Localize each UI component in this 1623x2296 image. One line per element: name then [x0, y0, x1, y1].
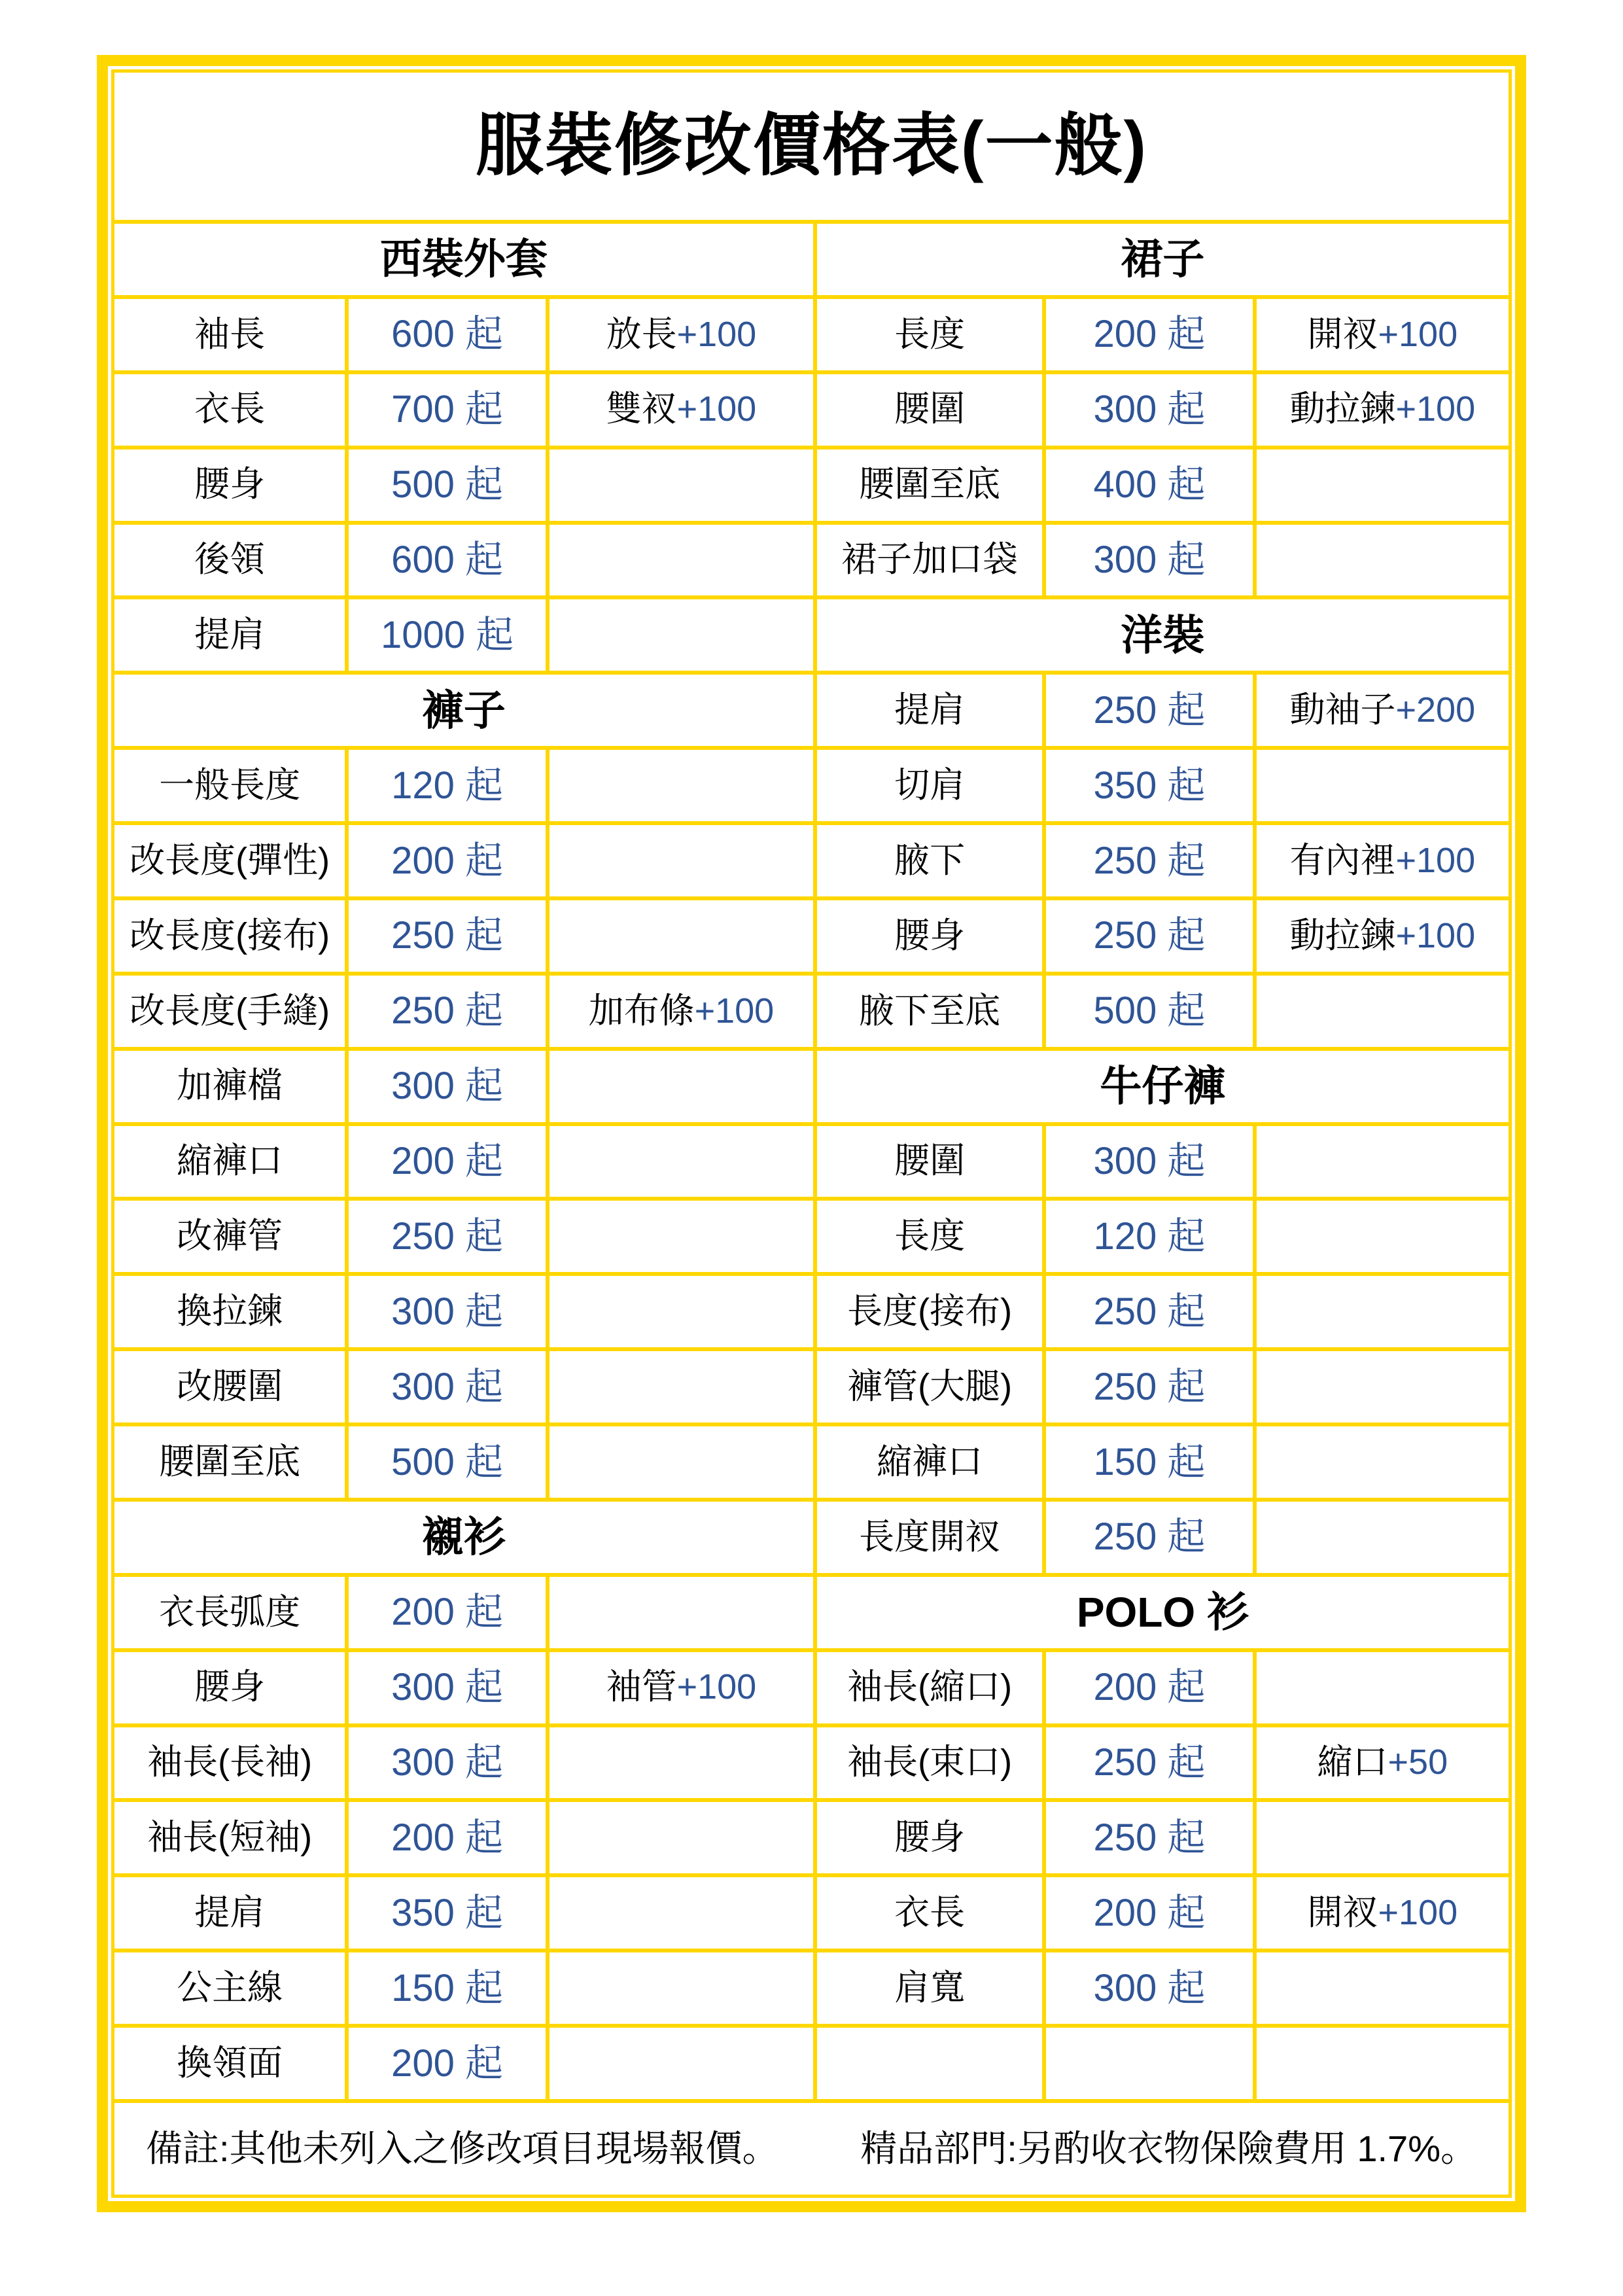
- price-cell: 250 起: [1046, 1351, 1252, 1422]
- note-cell: [550, 976, 813, 1047]
- item-cell: 提肩: [114, 1877, 345, 1949]
- note-text: 開衩: [1307, 1893, 1378, 1933]
- note-cell: [550, 1802, 813, 1873]
- footer-note-right: 精品部門:另酌收衣物保險費用 1.7%。: [860, 2128, 1477, 2170]
- price-cell: 200 起: [1046, 1652, 1252, 1723]
- note-cell: [1257, 825, 1509, 896]
- item-cell: 長度(接布): [817, 1276, 1042, 1347]
- item-cell: 肩寬: [817, 1952, 1042, 2024]
- price-cell: 300 起: [1046, 525, 1252, 596]
- note-cell: [550, 1877, 813, 1949]
- footer-note-left: 備註:其他未列入之修改項目現場報價。: [146, 2128, 779, 2170]
- note-cell: [550, 374, 813, 446]
- price-cell: 300 起: [349, 1652, 546, 1723]
- note-cell: [1257, 1877, 1509, 1949]
- item-cell: 換領面: [114, 2028, 345, 2099]
- price-cell: 250 起: [1046, 1276, 1252, 1347]
- item-cell: 褲管(大腿): [817, 1351, 1042, 1422]
- price-cell: 300 起: [1046, 1126, 1252, 1197]
- note-cell: [550, 1577, 813, 1648]
- item-cell: 提肩: [817, 675, 1042, 746]
- item-cell: 衣長: [114, 374, 345, 446]
- section-header: 洋裝: [817, 599, 1509, 671]
- note-cell: [550, 1051, 813, 1122]
- price-cell: 600 起: [349, 525, 546, 596]
- note-surcharge: +100: [1395, 389, 1476, 429]
- note-surcharge: +100: [1395, 915, 1476, 955]
- note-text: 動拉鍊: [1289, 915, 1396, 955]
- note-cell: [550, 525, 813, 596]
- price-cell: 200 起: [349, 1577, 546, 1648]
- item-cell: [817, 2028, 1042, 2099]
- price-cell: 500 起: [349, 1426, 546, 1498]
- item-cell: 腋下至底: [817, 976, 1042, 1047]
- price-cell: 200 起: [349, 2028, 546, 2099]
- note-cell: [1257, 1502, 1509, 1573]
- item-cell: 袖長(長袖): [114, 1727, 345, 1799]
- note-cell: [1257, 1727, 1509, 1799]
- note-cell: [1257, 1652, 1509, 1723]
- item-cell: 切肩: [817, 750, 1042, 821]
- item-cell: 換拉鍊: [114, 1276, 345, 1347]
- note-cell: [550, 1126, 813, 1197]
- price-cell: 1000 起: [349, 599, 546, 671]
- price-cell: 200 起: [349, 825, 546, 896]
- price-cell: 250 起: [1046, 1802, 1252, 1873]
- price-cell: 300 起: [1046, 374, 1252, 446]
- note-cell: [1257, 1351, 1509, 1422]
- note-surcharge: +100: [1378, 1893, 1458, 1933]
- item-cell: 腰身: [817, 900, 1042, 972]
- note-cell: [550, 1351, 813, 1422]
- note-surcharge: +200: [1395, 690, 1476, 730]
- note-cell: [1257, 1201, 1509, 1272]
- price-cell: 150 起: [1046, 1426, 1252, 1498]
- note-text: 開衩: [1307, 314, 1378, 354]
- item-cell: 提肩: [114, 599, 345, 671]
- note-cell: [550, 1426, 813, 1498]
- item-cell: 縮褲口: [114, 1126, 345, 1197]
- note-text: 放長: [606, 314, 677, 354]
- price-cell: 250 起: [349, 976, 546, 1047]
- price-cell: [1046, 2028, 1252, 2099]
- note-cell: [550, 599, 813, 671]
- price-cell: 250 起: [1046, 825, 1252, 896]
- item-cell: 加褲檔: [114, 1051, 345, 1122]
- section-header: 褲子: [114, 675, 813, 746]
- price-grid: [114, 73, 1509, 2195]
- page-title: 服裝修改價格表(一般): [114, 73, 1509, 220]
- item-cell: 裙子加口袋: [817, 525, 1042, 596]
- item-cell: 衣長: [817, 1877, 1042, 1949]
- item-cell: 腋下: [817, 825, 1042, 896]
- note-text: 加布條: [588, 991, 695, 1031]
- item-cell: 腰圍至底: [114, 1426, 345, 1498]
- note-surcharge: +100: [1395, 840, 1476, 880]
- note-text: 袖管: [606, 1667, 677, 1707]
- price-cell: 150 起: [349, 1952, 546, 2024]
- price-cell: 300 起: [349, 1351, 546, 1422]
- item-cell: 公主線: [114, 1952, 345, 2024]
- note-cell: [1257, 976, 1509, 1047]
- section-header: POLO 衫: [817, 1577, 1509, 1648]
- note-cell: [1257, 374, 1509, 446]
- price-cell: 250 起: [1046, 675, 1252, 746]
- price-cell: 250 起: [1046, 900, 1252, 972]
- price-cell: 350 起: [1046, 750, 1252, 821]
- poster-frame: [97, 55, 1526, 2212]
- item-cell: 後領: [114, 525, 345, 596]
- note-cell: [1257, 1126, 1509, 1197]
- price-cell: 250 起: [1046, 1727, 1252, 1799]
- item-cell: 袖長(束口): [817, 1727, 1042, 1799]
- note-cell: [1257, 525, 1509, 596]
- item-cell: 袖長(縮口): [817, 1652, 1042, 1723]
- note-cell: [550, 900, 813, 972]
- item-cell: 長度: [817, 299, 1042, 370]
- note-cell: [1257, 675, 1509, 746]
- item-cell: 腰圍: [817, 1126, 1042, 1197]
- note-text: 動拉鍊: [1289, 389, 1396, 429]
- section-header: 裙子: [817, 224, 1509, 295]
- note-surcharge: +100: [1378, 314, 1458, 354]
- price-cell: 500 起: [1046, 976, 1252, 1047]
- item-cell: 腰身: [817, 1802, 1042, 1873]
- price-cell: 200 起: [1046, 299, 1252, 370]
- note-cell: [550, 1652, 813, 1723]
- note-cell: [1257, 2028, 1509, 2099]
- note-cell: [1257, 1802, 1509, 1873]
- item-cell: 衣長弧度: [114, 1577, 345, 1648]
- price-cell: 250 起: [1046, 1502, 1252, 1573]
- price-cell: 250 起: [349, 900, 546, 972]
- note-cell: [1257, 450, 1509, 521]
- note-surcharge: +100: [676, 389, 757, 429]
- price-cell: 300 起: [1046, 1952, 1252, 2024]
- note-cell: [550, 450, 813, 521]
- note-cell: [550, 2028, 813, 2099]
- note-cell: [550, 750, 813, 821]
- note-cell: [1257, 900, 1509, 972]
- item-cell: 改長度(手縫): [114, 976, 345, 1047]
- price-cell: 120 起: [1046, 1201, 1252, 1272]
- item-cell: 腰身: [114, 1652, 345, 1723]
- note-surcharge: +50: [1387, 1742, 1448, 1782]
- footer-note-row: [114, 2103, 1509, 2195]
- price-cell: 300 起: [349, 1051, 546, 1122]
- note-cell: [550, 825, 813, 896]
- item-cell: 改褲管: [114, 1201, 345, 1272]
- note-surcharge: +100: [694, 991, 775, 1031]
- price-cell: 200 起: [349, 1126, 546, 1197]
- note-cell: [550, 1201, 813, 1272]
- note-text: 動袖子: [1289, 690, 1396, 730]
- item-cell: 一般長度: [114, 750, 345, 821]
- price-cell: 700 起: [349, 374, 546, 446]
- note-cell: [550, 299, 813, 370]
- item-cell: 袖長: [114, 299, 345, 370]
- note-surcharge: +100: [676, 1667, 757, 1707]
- price-cell: 250 起: [349, 1201, 546, 1272]
- price-cell: 200 起: [349, 1802, 546, 1873]
- note-text: 縮口: [1317, 1742, 1388, 1782]
- price-cell: 120 起: [349, 750, 546, 821]
- item-cell: 改腰圍: [114, 1351, 345, 1422]
- note-text: 雙衩: [606, 389, 677, 429]
- price-cell: 400 起: [1046, 450, 1252, 521]
- section-header: 牛仔褲: [817, 1051, 1509, 1122]
- note-surcharge: +100: [676, 314, 757, 354]
- note-cell: [550, 1276, 813, 1347]
- note-cell: [1257, 299, 1509, 370]
- item-cell: 縮褲口: [817, 1426, 1042, 1498]
- item-cell: 長度: [817, 1201, 1042, 1272]
- price-cell: 500 起: [349, 450, 546, 521]
- note-cell: [1257, 1276, 1509, 1347]
- item-cell: 腰圍至底: [817, 450, 1042, 521]
- section-header: 襯衫: [114, 1502, 813, 1573]
- item-cell: 改長度(彈性): [114, 825, 345, 896]
- item-cell: 袖長(短袖): [114, 1802, 345, 1873]
- note-cell: [550, 1727, 813, 1799]
- price-cell: 600 起: [349, 299, 546, 370]
- item-cell: 腰身: [114, 450, 345, 521]
- note-cell: [1257, 1952, 1509, 2024]
- item-cell: 腰圍: [817, 374, 1042, 446]
- poster-inner-border: [111, 69, 1512, 2198]
- section-header: 西裝外套: [114, 224, 813, 295]
- item-cell: 長度開衩: [817, 1502, 1042, 1573]
- price-cell: 300 起: [349, 1727, 546, 1799]
- price-cell: 300 起: [349, 1276, 546, 1347]
- price-cell: 200 起: [1046, 1877, 1252, 1949]
- note-cell: [1257, 750, 1509, 821]
- note-cell: [550, 1952, 813, 2024]
- item-cell: 改長度(接布): [114, 900, 345, 972]
- note-cell: [1257, 1426, 1509, 1498]
- note-text: 有內裡: [1289, 840, 1396, 880]
- price-cell: 350 起: [349, 1877, 546, 1949]
